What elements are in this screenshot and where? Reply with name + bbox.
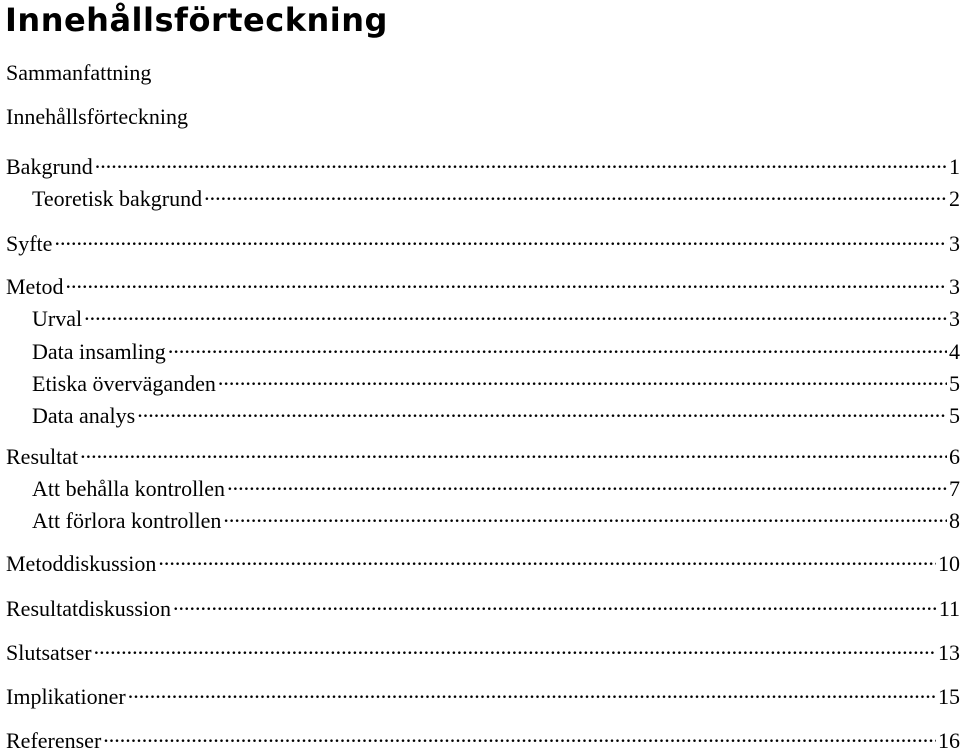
dot-leader — [80, 438, 947, 464]
toc-entry-bakgrund[interactable] — [6, 148, 960, 179]
toc-entry-label: Resultat — [6, 444, 79, 469]
dot-leader — [95, 148, 947, 174]
toc-entry-etiska-overvaganden[interactable] — [32, 365, 960, 396]
dot-leader — [223, 502, 947, 528]
toc-entry-label: Att förlora kontrollen — [32, 508, 222, 533]
toc-entry-page: 8 — [949, 508, 960, 533]
toc-entry-implikationer[interactable] — [6, 678, 960, 709]
dot-leader — [158, 545, 936, 571]
dot-leader — [168, 333, 947, 359]
toc-entry-att-behalla-kontrollen[interactable] — [32, 470, 960, 501]
front-matter-toc: Innehållsförteckning — [6, 104, 189, 129]
toc-entry-page: 16 — [938, 728, 960, 753]
toc-entry-resultatdiskussion[interactable] — [6, 590, 960, 621]
toc-entry-urval[interactable] — [32, 300, 960, 331]
toc-entry-label: Bakgrund — [6, 154, 93, 179]
toc-entry-label: Referenser — [6, 728, 102, 753]
toc-entry-page: 7 — [949, 476, 960, 501]
toc-entry-slutsatser[interactable] — [6, 634, 960, 665]
toc-entry-metoddiskussion[interactable] — [6, 545, 960, 576]
dot-leader — [173, 590, 937, 616]
toc-entry-page: 3 — [949, 306, 960, 331]
dot-leader — [227, 470, 947, 496]
toc-entry-page: 3 — [949, 231, 960, 256]
toc-entry-label: Metod — [6, 274, 64, 299]
toc-entry-label: Resultatdiskussion — [6, 596, 172, 621]
toc-entry-page: 11 — [938, 596, 960, 621]
toc-entry-teoretisk-bakgrund[interactable] — [32, 180, 960, 211]
toc-entry-label: Etiska överväganden — [32, 371, 216, 396]
toc-entry-page: 5 — [949, 371, 960, 396]
toc-entry-label: Urval — [32, 306, 83, 331]
dot-leader — [137, 397, 947, 423]
toc-entry-label: Slutsatser — [6, 640, 92, 665]
toc-entry-page: 15 — [938, 684, 960, 709]
toc-entry-label: Implikationer — [6, 684, 126, 709]
toc-entry-data-analys[interactable] — [32, 397, 960, 428]
dot-leader — [204, 180, 947, 206]
toc-entry-label: Syfte — [6, 231, 53, 256]
dot-leader — [54, 225, 947, 251]
toc-entry-page: 1 — [949, 154, 960, 179]
toc-entry-label: Metoddiskussion — [6, 551, 157, 576]
toc-entry-page: 2 — [949, 186, 960, 211]
toc-entry-syfte[interactable] — [6, 225, 960, 256]
toc-entry-data-insamling[interactable] — [32, 333, 960, 364]
front-matter-summary: Sammanfattning — [6, 60, 152, 85]
toc-entry-page: 3 — [949, 274, 960, 299]
dot-leader — [84, 300, 947, 326]
toc-entry-resultat[interactable] — [6, 438, 960, 469]
dot-leader — [94, 634, 936, 660]
toc-entry-label: Data insamling — [32, 339, 166, 364]
dot-leader — [103, 722, 936, 748]
page-title: Innehållsförteckning — [5, 1, 388, 39]
toc-entry-label: Att behålla kontrollen — [32, 476, 226, 501]
dot-leader — [128, 678, 936, 704]
toc-entry-page: 5 — [949, 403, 960, 428]
dot-leader — [218, 365, 947, 391]
toc-entry-page: 4 — [949, 339, 960, 364]
toc-entry-label: Teoretisk bakgrund — [32, 186, 203, 211]
toc-entry-page: 6 — [949, 444, 960, 469]
toc-entry-att-forlora-kontrollen[interactable] — [32, 502, 960, 533]
toc-entry-page: 10 — [938, 551, 960, 576]
toc-entry-metod[interactable] — [6, 268, 960, 299]
dot-leader — [65, 268, 947, 294]
toc-entry-label: Data analys — [32, 403, 136, 428]
toc-entry-page: 13 — [938, 640, 960, 665]
toc-entry-referenser[interactable] — [6, 722, 960, 753]
